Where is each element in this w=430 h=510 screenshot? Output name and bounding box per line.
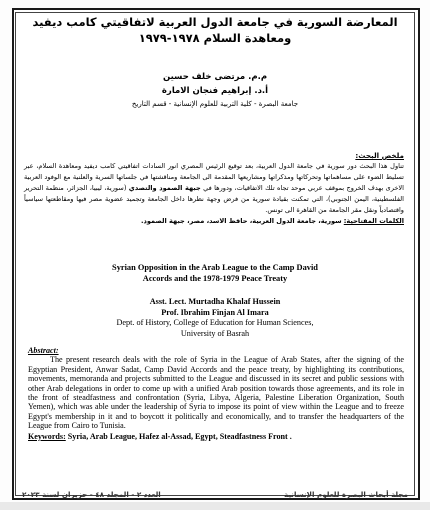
arabic-abstract-text-1: تناول هذا البحث دور سورية في جامعة الدول العربية، بعد توقيع الرئيس المصري انور السادات اتفاقيتي كامب ديفيد ومعاهدة السلام، عبر تسليط الضوء على مساهماتها وتحركاتها ومذكراتها ومشاريعها المقدمة الى الجامعة ومناقشتها في جلساتها السرية والعلنية مع الوفود العربية الاخرى بهدف الخروج بموقف عربي موحد تجاه تلك الاتفاقيات، ودورها في (24, 162, 405, 192)
arabic-keywords-label: الكلمات المفتاحية: (343, 217, 404, 225)
english-abstract (28, 346, 404, 441)
english-department: Dept. of History, College of Education for Human Sciences, (116, 318, 314, 327)
english-authors (30, 297, 400, 339)
english-abstract-heading: Abstract: (28, 346, 59, 355)
arabic-affiliation: جامعة البصرة - كلية التربية للعلوم الإنسانية - قسم التاريخ (131, 100, 299, 108)
footer-journal-name: مجلة أبحاث البصرة للعلوم الإنسانية (283, 490, 408, 499)
arabic-abstract-bold: جبهة الصمود والتصدي (128, 184, 201, 192)
arabic-abstract-text-2: (سورية، ليبيا، الجزائر، منظمة التحرير الفلسطينية، اليمن الجنوبي)، التي تمكنت بقيادة سورية من فرض وجهة نظرها داخل الجامعة وتجميد عضوية مصر فيها ومقاطعتها سياسياً واقتصادياً ونقل مقر الجامعة من القاهرة الى تونس. (24, 184, 404, 214)
english-keywords-line (28, 432, 404, 441)
arabic-authors (18, 70, 412, 110)
arabic-author-2: أ.د. إبراهيم فنجان الامارة (161, 86, 269, 96)
english-title-line-2: Accords and the 1978-1979 Peace Treaty (142, 273, 288, 283)
english-abstract-body: The present research deals with the role of Syria in the League of Arab States, after the signing of the Egyptian President, Anwar Sadat, Camp David Accords and the peace treaty, by highlighting its contributions, movements, memoranda and projects submitted to the League and discussed in its secret and public sessions with other Arab delegations in order to come up with a unified Arab position towards those agreements, and its role in the front of steadfastness and confrontation (Syria, Libya, Algeria, Palestine Liberation Organization, South Yemen), which was able under the leadership of Syria to impose its point of view within the League and to freeze Egypt's membership in it and to boycott it politically and economically, and to transfer the headquarters of the League from Cairo to Tunisia. (28, 355, 404, 431)
arabic-title: المعارضة السورية في جامعة الدول العربية لاتفاقيتي كامب ديفيد ومعاهدة السلام ١٩٧٨-١٩٧٩ (32, 15, 398, 45)
arabic-abstract-heading: ملخص البحث: (355, 151, 404, 160)
english-keywords-label: Keywords: (28, 431, 66, 441)
english-title-line-1: Syrian Opposition in the Arab League to the Camp David (112, 263, 318, 272)
arabic-author-1: م.م. مرتضى خلف حسين (162, 72, 268, 82)
footer-issue-info: العدد ٢ - المجلد ٤٨ - حزيران لسنة ٢٠٢٣ (22, 490, 161, 499)
english-university: University of Basrah (180, 328, 250, 338)
arabic-keywords-line (24, 216, 404, 227)
page-footer (22, 490, 408, 499)
arabic-abstract-body (24, 161, 404, 216)
english-keywords: Syria, Arab League, Hafez al-Assad, Egypt, Steadfastness Front . (65, 431, 292, 441)
arabic-abstract (24, 150, 404, 227)
english-author-1: Asst. Lect. Murtadha Khalaf Hussein (149, 297, 281, 306)
arabic-keywords: سورية، جامعة الدول العربية، حافظ الاسد، مصر، جبهة الصمود. (141, 217, 342, 225)
english-title (30, 263, 400, 284)
bottom-band (0, 502, 430, 510)
english-author-2: Prof. Ibrahim Finjan Al Imara (161, 307, 269, 317)
